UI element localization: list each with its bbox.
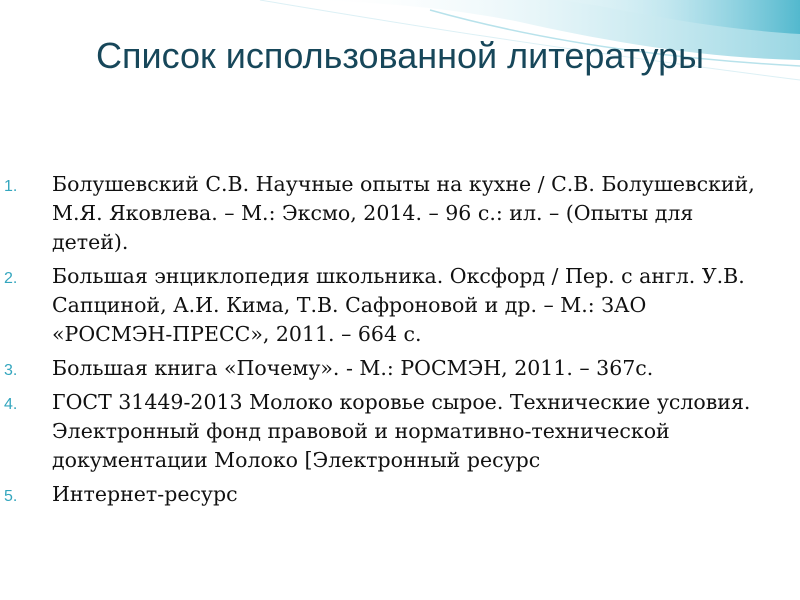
reference-text: ГОСТ 31449-2013 Молоко коровье сырое. Технические условия. Электронный фонд правовой и нормативно-технической документации Молоко [Электронный ресурс [52,390,751,472]
reference-number: 5. [4,488,18,505]
reference-number: 3. [4,362,18,379]
reference-text: Большая книга «Почему». - М.: РОСМЭН, 2011. – 367с. [52,356,654,380]
reference-item [0,354,800,383]
reference-text: Болушевский С.В. Научные опыты на кухне / С.В. Болушевский, М.Я. Яковлева. – М.: Эксмо, 2014. – 96 с.: ил. – (Опыты для детей). [52,172,755,254]
reference-number: 4. [4,396,18,413]
reference-text: Большая энциклопедия школьника. Оксфорд / Пер. с англ. У.В. Сапциной, А.И. Кима, Т.В. Сафроновой и др. – М.: ЗАО «РОСМЭН-ПРЕСС», 2011. – 664 с. [52,264,745,346]
reference-item [0,388,800,475]
reference-number: 1. [4,178,18,195]
reference-number: 2. [4,270,18,287]
reference-item [0,480,800,509]
reference-text: Интернет-ресурс [52,482,238,506]
slide-title: Список использованной литературы [96,35,704,76]
reference-item [0,170,800,257]
reference-list [0,170,800,514]
reference-item [0,262,800,349]
